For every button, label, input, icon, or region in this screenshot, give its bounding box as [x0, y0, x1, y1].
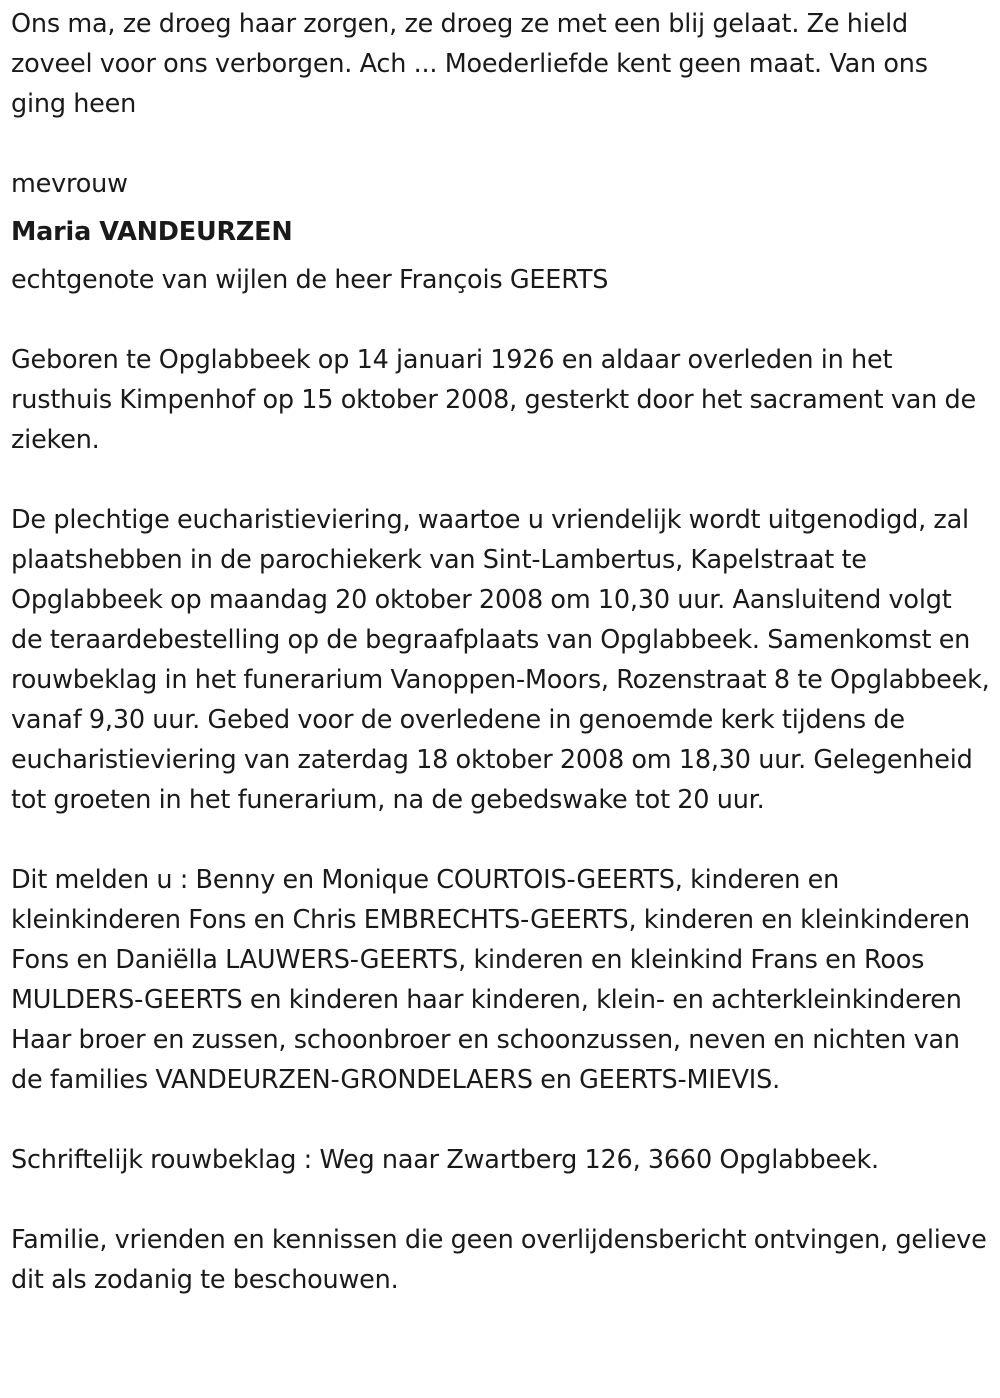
condolence-address: Schriftelijk rouwbeklag : Weg naar Zwartberg 126, 3660 Opglabbeek. — [11, 1145, 879, 1175]
spouse-line: echtgenote van wijlen de heer François GEERTS — [11, 265, 609, 295]
birth-death-paragraph: Geboren te Opglabbeek op 14 januari 1926 en aldaar overleden in het rusthuis Kimpenhof op 15 oktober 2008, gesterkt door het sacrament van de zieken. — [11, 345, 976, 455]
intro-verse: Ons ma, ze droeg haar zorgen, ze droeg ze met een blij gelaat. Ze hield zoveel voor ons verborgen. Ach ... Moederliefde kent geen maat. Van ons ging heen — [11, 9, 928, 119]
spacer — [11, 820, 990, 860]
spacer — [11, 1180, 990, 1220]
deceased-name: Maria VANDEURZEN — [11, 217, 293, 247]
spacer — [11, 460, 990, 500]
spacer — [11, 124, 990, 164]
spacer — [11, 204, 990, 212]
spacer — [11, 252, 990, 260]
announcers-paragraph: Dit melden u : Benny en Monique COURTOIS-GEERTS, kinderen en kleinkinderen Fons en Chris EMBRECHTS-GEERTS, kinderen en kleinkinderen Fons en Daniëlla LAUWERS-GEERTS, kinderen en kleinkind Frans en Roos MULDERS-GEERTS en kinderen haar kinderen, klein- en achterkleinkinderen Haar broer en zussen, schoonbroer en schoonzussen, neven en nichten van de families VANDEURZEN-GRONDELAERS en GEERTS-MIEVIS. — [11, 865, 970, 1095]
ceremony-paragraph: De plechtige eucharistieviering, waartoe u vriendelijk wordt uitgenodigd, zal plaatshebben in de parochiekerk van Sint-Lambertus, Kapelstraat te Opglabbeek op maandag 20 oktober 2008 om 10,30 uur. Aansluitend volgt de teraardebestelling op de begraafplaats van Opglabbeek. Samenkomst en rouwbeklag in het funerarium Vanoppen-Moors, Rozenstraat 8 te Opglabbeek, vanaf 9,30 uur. Gebed voor de overledene in genoemde kerk tijdens de eucharistieviering van zaterdag 18 oktober 2008 om 18,30 uur. Gelegenheid tot groeten in het funerarium, na de gebedswake tot 20 uur. — [11, 505, 990, 815]
title-prefix: mevrouw — [11, 169, 128, 199]
spacer — [11, 300, 990, 340]
spacer — [11, 1100, 990, 1140]
closing-paragraph: Familie, vrienden en kennissen die geen overlijdensbericht ontvingen, gelieve dit als zodanig te beschouwen. — [11, 1225, 987, 1295]
